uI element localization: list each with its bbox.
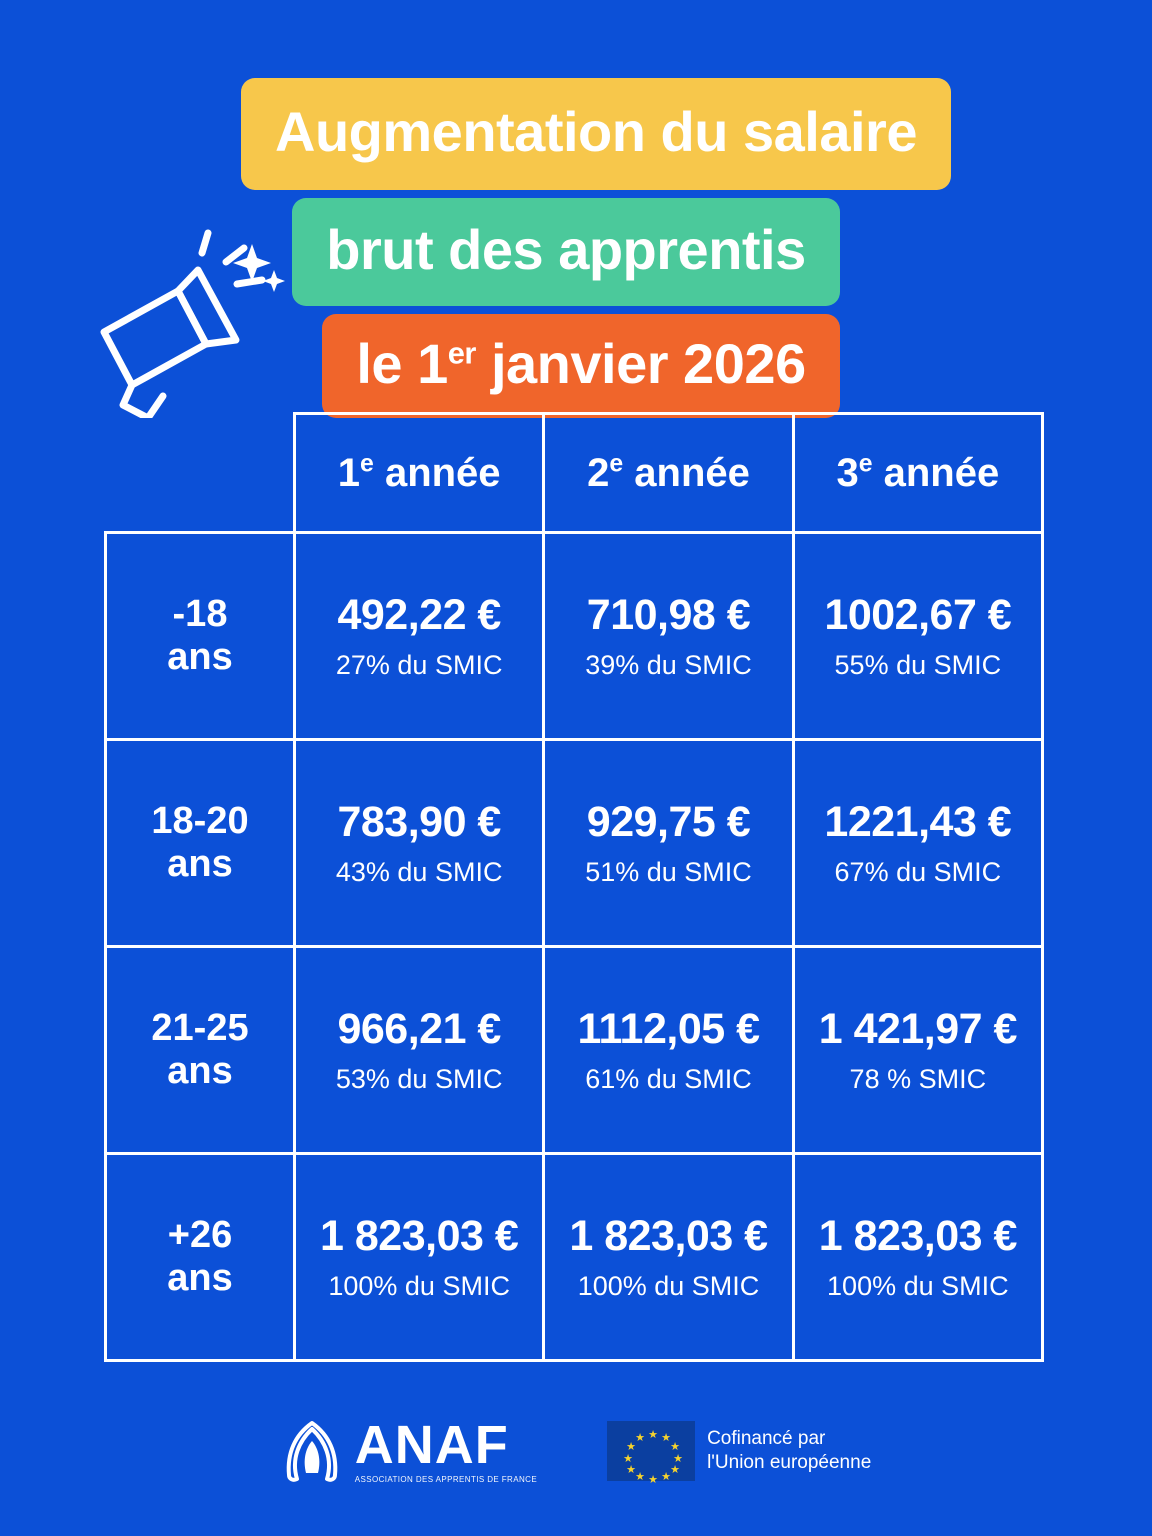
cell-amount: 1112,05 € [577,1005,760,1053]
cell-amount: 492,22 € [337,591,501,639]
eu-funding-line1: Cofinancé par [707,1428,826,1450]
cell-percent: 100% du SMIC [328,1271,510,1301]
title-line-2: brut des apprentis [292,198,840,306]
cell-percent: 55% du SMIC [834,650,1002,680]
cell-21-25-year3 [793,947,1042,1154]
cell-amount: 966,21 € [337,1005,501,1053]
cell-18-20-year2 [544,740,793,947]
cell-18-20-year3 [793,740,1042,947]
salary-table [104,412,1044,1362]
row-label-line2: ans [167,636,233,678]
cell-minus18-year2 [544,533,793,740]
column-header-year-3 [793,414,1042,533]
cell-21-25-year2 [544,947,793,1154]
row-label-plus-26 [106,1154,295,1361]
header-1-sup: e [360,450,374,478]
column-header-year-1 [295,414,544,533]
table-body [106,533,1043,1361]
table-corner-cell [106,414,295,533]
table-row [106,533,1043,740]
anaf-logo [281,1415,538,1484]
row-label-line1: 21-25 [151,1007,249,1050]
eu-funding-text [707,1427,871,1475]
header-1-rest: année [373,450,501,495]
cell-minus18-year3 [793,533,1042,740]
cell-amount: 710,98 € [586,591,751,639]
anaf-tagline: ASSOCIATION DES APPRENTIS DE FRANCE [354,1475,538,1484]
cell-amount: 1 823,03 € [569,1212,768,1260]
row-label-line1: 18-20 [151,800,249,843]
footer [0,1415,1152,1486]
row-label-minus-18 [106,533,295,740]
row-label-18-20 [106,740,295,947]
header-3-rest: année [872,450,1000,495]
cell-percent: 39% du SMIC [585,650,752,680]
table-head [106,414,1043,533]
title-line-3-before: le 1 [356,332,448,395]
cell-21-25-year1 [295,947,544,1154]
anaf-name: ANAF [354,1415,509,1475]
header-3-num: 3 [836,450,859,495]
row-label-line2: ans [167,1257,233,1299]
header-1-num: 1 [337,450,361,495]
header-2-sup: e [609,450,624,478]
row-label-21-25 [106,947,295,1154]
cell-percent: 78 % SMIC [849,1064,987,1094]
cell-plus26-year2 [544,1154,793,1361]
cell-plus26-year1 [295,1154,544,1361]
header-2-rest: année [623,450,750,495]
cell-percent: 61% du SMIC [585,1064,752,1094]
title-line-1: Augmentation du salaire [241,78,951,190]
row-label-line2: ans [167,1050,233,1092]
cell-18-20-year1 [295,740,544,947]
table-row [106,947,1043,1154]
table-row [106,1154,1043,1361]
eu-funding-line2: l'Union européenne [707,1452,872,1473]
megaphone-icon [86,228,296,418]
eu-funding-block [607,1421,872,1486]
cell-percent: 100% du SMIC [577,1271,760,1301]
cell-percent: 43% du SMIC [335,857,503,887]
title-line-3 [322,314,839,418]
anaf-mark-icon [281,1419,343,1483]
title-line-3-after: janvier 2026 [475,332,806,395]
cell-percent: 53% du SMIC [335,1064,503,1094]
header-2-num: 2 [587,450,610,495]
table-row [106,740,1043,947]
title-line-3-sup: er [447,335,476,371]
row-label-line2: ans [167,843,233,885]
cell-percent: 51% du SMIC [585,857,752,887]
cell-percent: 67% du SMIC [834,857,1002,887]
cell-plus26-year3 [793,1154,1042,1361]
header-3-sup: e [858,450,873,478]
cell-percent: 100% du SMIC [827,1271,1009,1301]
row-label-line1: -18 [172,593,228,636]
cell-amount: 1 823,03 € [320,1212,519,1260]
eu-flag-icon: ★ ★ ★ ★ ★ ★ ★ ★ ★ ★ ★ ★ [607,1421,695,1481]
column-header-year-2 [544,414,793,533]
cell-amount: 783,90 € [337,798,501,846]
cell-minus18-year1 [295,533,544,740]
table-header-row [106,414,1043,533]
cell-percent: 27% du SMIC [335,650,503,680]
cell-amount: 1 421,97 € [818,1005,1017,1053]
cell-amount: 1221,43 € [824,798,1012,846]
cell-amount: 1 823,03 € [818,1212,1017,1260]
cell-amount: 1002,67 € [824,591,1012,639]
cell-amount: 929,75 € [586,798,751,846]
row-label-line1: +26 [167,1214,233,1257]
